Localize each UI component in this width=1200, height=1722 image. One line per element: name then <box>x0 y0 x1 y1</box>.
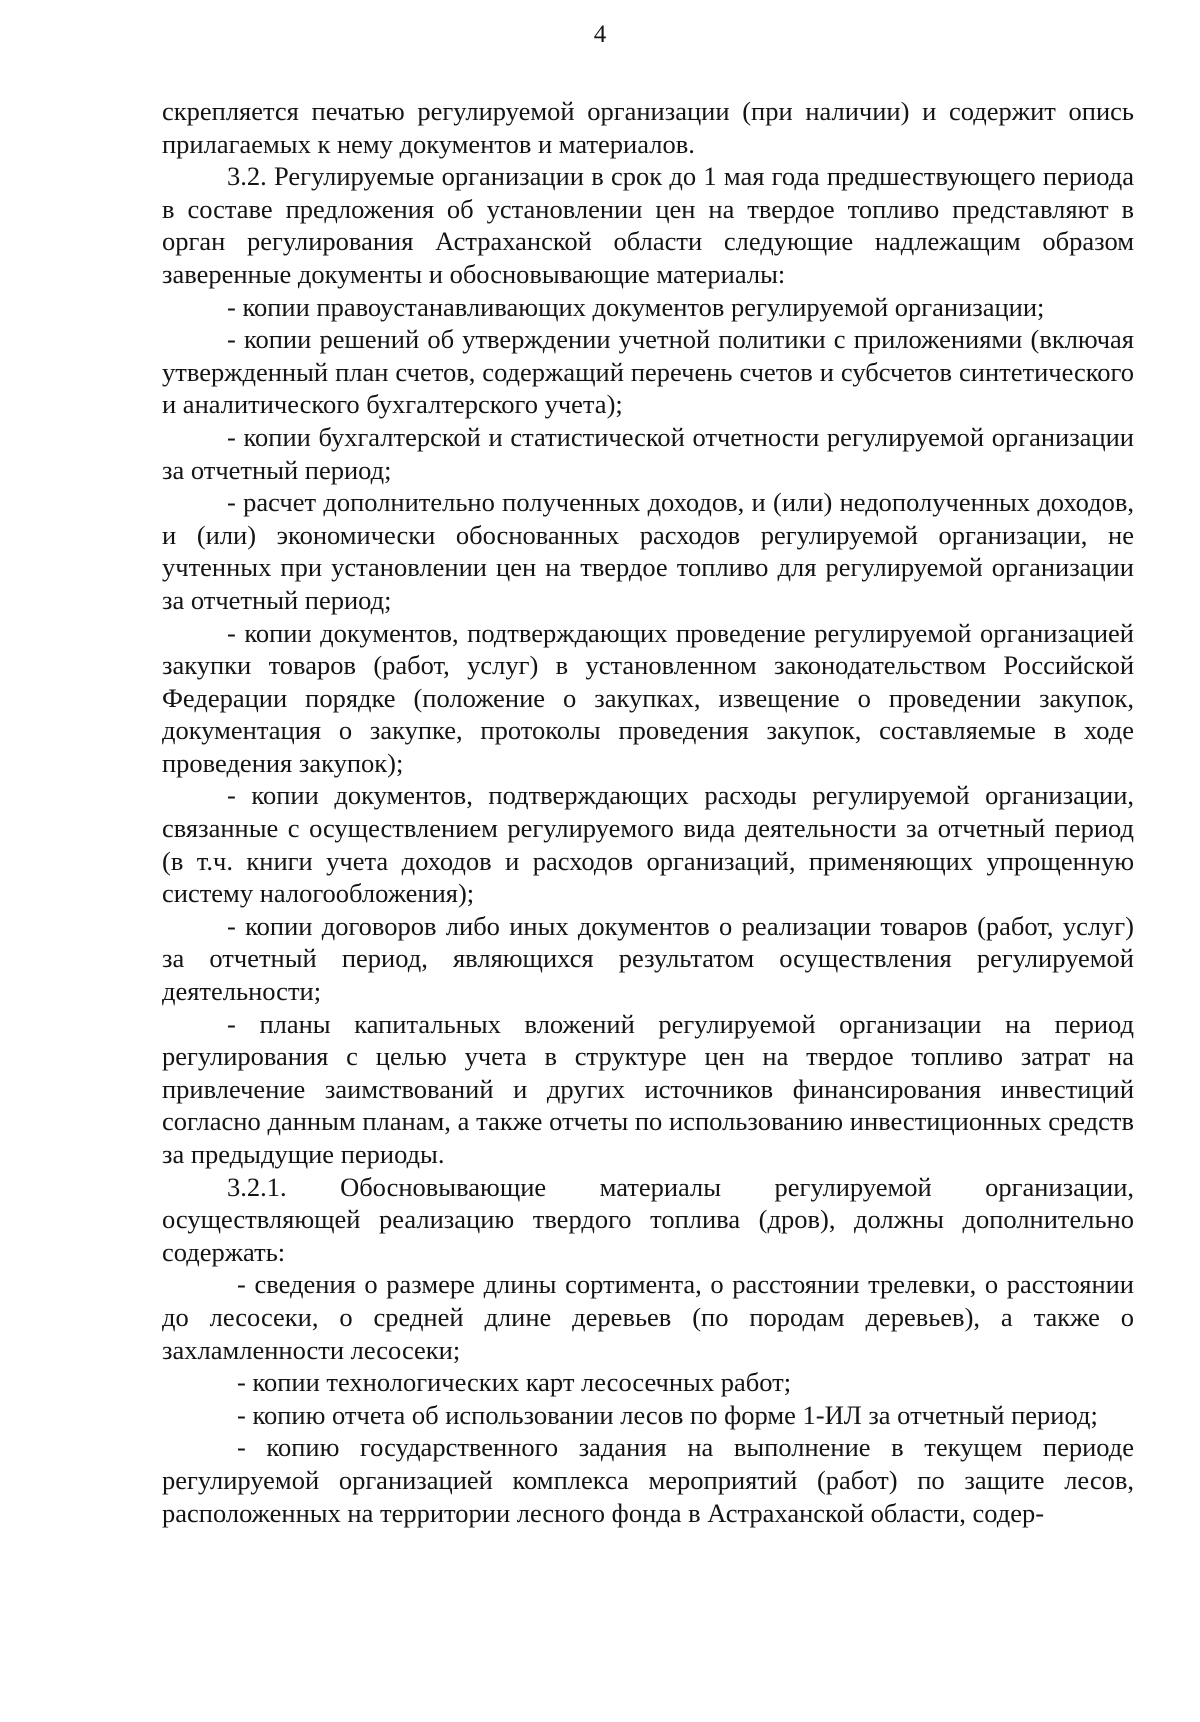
list-item-accounting-policy: - копии решений об утверждении учетной политики с приложениями (включая утвержденный план счетов, содержащий перечень счетов и субсчетов синтетического и аналитического бухгалтерского учета); <box>162 324 1134 420</box>
list-item-tech-cards: - копии технологических карт лесосечных работ; <box>237 1367 792 1398</box>
document-body <box>162 95 1134 1529</box>
list-item-expenses: - копии документов, подтверждающих расходы регулируемой организации, связанные с осуществлением регулируемого вида деятельности за отчетный период (в т.ч. книги учета доходов и расходов организаций, применяющих упрощенную систему налогообложения); <box>162 780 1134 909</box>
list-item-investment-plans: - планы капитальных вложений регулируемой организации на период регулирования с целью учета в структуре цен на твердое топливо затрат на привлечение заимствований и других источников финансирования инвестиций согласно данным планам, а также отчеты по использованию инвестиционных средств за предыдущие периоды. <box>162 1008 1134 1169</box>
list-item-title-documents: - копии правоустанавливающих документов регулируемой организации; <box>227 291 1045 322</box>
page-number: 4 <box>593 21 607 48</box>
list-item-reporting: - копии бухгалтерской и статистической отчетности регулируемой организации за отчетный период; <box>162 421 1134 485</box>
list-item-procurement: - копии документов, подтверждающих проведение регулируемой организацией закупки товаров (работ, услуг) в установленном законодательством Российской Федерации порядке (положение о закупках, извещение о проведении закупок, документация о закупке, протоколы проведения закупок, составляемые в ходе проведения закупок); <box>162 617 1134 778</box>
paragraph-3-2: 3.2. Регулируемые организации в срок до 1 мая года предшествующего периода в составе предложения об установлении цен на твердое топливо представляют в орган регулирования Астраханской области следующие надлежащим образом заверенные документы и обосновывающие материалы: <box>162 161 1134 289</box>
list-item-contracts: - копии договоров либо иных документов о реализации товаров (работ, услуг) за отчетный период, являющихся результатом осуществления регулируемой деятельности; <box>162 910 1134 1007</box>
list-item-income-calculation: - расчет дополнительно полученных доходов, и (или) недополученных доходов, и (или) экономически обоснованных расходов регулируемой организации, не учтенных при установлении цен на твердое топливо для регулируемой организации за отчетный период; <box>162 487 1134 615</box>
list-item-state-assignment: - копию государственного задания на выполнение в текущем периоде регулируемой организацией комплекса мероприятий (работ) по защите лесов, расположенных на территории лесного фонда в Астраханской области, содер- <box>162 1432 1134 1528</box>
list-item-forest-report: - копию отчета об использовании лесов по форме 1-ИЛ за отчетный период; <box>237 1399 1098 1430</box>
list-item-logging-info: - сведения о размере длины сортимента, о расстоянии трелевки, о расстоянии до лесосеки, о средней длине деревьев (по породам деревьев), а также о захламленности лесосеки; <box>162 1269 1134 1365</box>
paragraph-3-2-1: 3.2.1. Обосновывающие материалы регулируемой организации, осуществляющей реализацию твердого топлива (дров), должны дополнительно содержать: <box>162 1171 1134 1267</box>
paragraph-continuation: скрепляется печатью регулируемой организации (при наличии) и содержит опись прилагаемых к нему документов и материалов. <box>162 96 1134 159</box>
